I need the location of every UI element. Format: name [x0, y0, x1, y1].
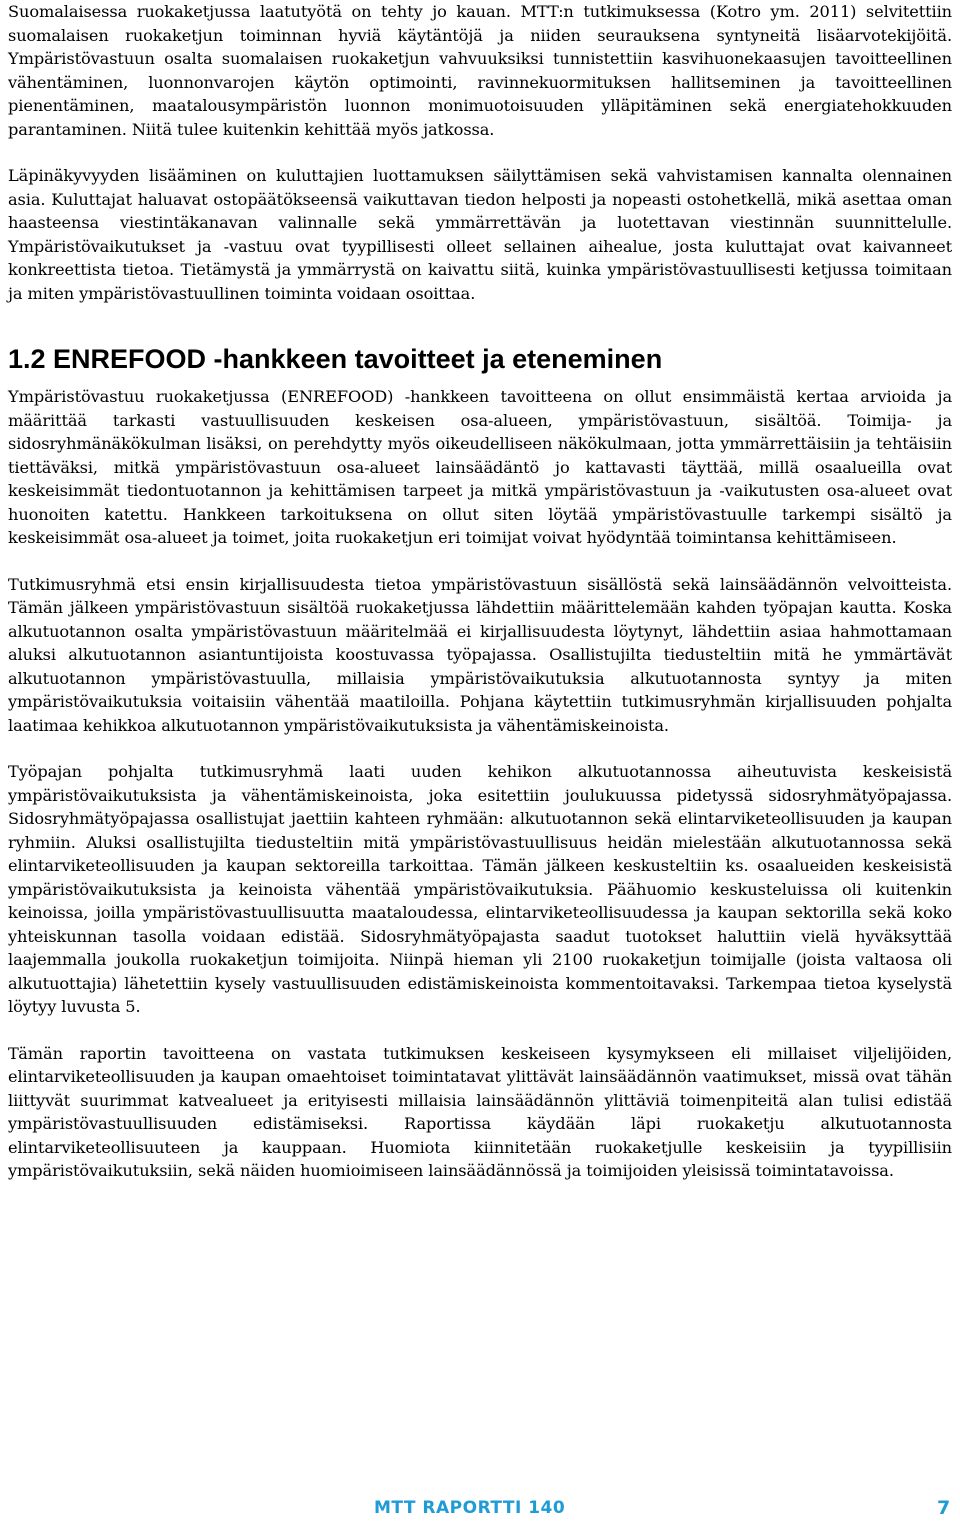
paragraph-section-1: Ympäristövastuu ruokaketjussa (ENREFOOD) -hankkeen tavoitteena on ollut ensimmäistä kertaa arvioida ja määrittää tarkasti vastuullisuuden keskeisen osa-alueen, ympäristövastuun, sisältöä. Toimija- ja sidosryhmänäkökulman lisäksi, on perehdytty myös oikeudelliseen näkökulmaan, jotta ymmärrettäisiin ja tehtäisiin tiettäväksi, mitkä ympäristövastuun osa-alueet lainsäädäntö jo kattavasti täyttää, millä osaalueilla ovat keskeisimmät tiedontuotannon ja kehittämisen tarpeet ja mitkä ympäristövastuun ja -vaikutusten osa-alueet ovat huonoiten katettu. Hankkeen tarkoituksena on ollut siten löytää ympäristövastuulle tarkempi sisältö ja keskeisimmät osa-alueet ja toimet, joita ruokaketjun eri toimijat voivat hyödyntää toimintansa kehittämiseen. — [8, 387, 952, 547]
section-heading: 1.2 ENREFOOD -hankkeen tavoitteet ja eteneminen — [8, 344, 663, 374]
paragraph-gap — [8, 141, 952, 164]
document-page — [8, 0, 952, 1183]
paragraph-section-4: Tämän raportin tavoitteena on vastata tutkimuksen keskeiseen kysymykseen eli millaiset viljelijöiden, elintarviketeollisuuden ja kaupan omaehtoiset toimintatavat ylittävät lainsäädännön vaatimukset, missä ovat tähän liittyvät suurimmat katvealueet ja erityisesti millaisia lainsäädännön ylittäviä toimenpiteitä alan tulisi edistää ympäristövastuullisuuden edistämiseksi. Raportissa käydään läpi ruokaketju alkutuotannosta elintarviketeollisuuteen ja kauppaan. Huomiota kiinnitetään ruokaketjulle keskeisiin ja tyypillisiin ympäristövaikutuksiin, sekä näiden huomioimiseen lainsäädännössä ja toimijoiden yleisissä toimintatavoissa. — [8, 1043, 952, 1180]
paragraph-gap — [8, 550, 952, 573]
footer-page-number: 7 — [937, 1497, 951, 1519]
paragraph-section-2: Tutkimusryhmä etsi ensin kirjallisuudesta tietoa ympäristövastuun sisällöstä sekä lainsäädännön velvoitteista. Tämän jälkeen ympäristövastuun sisältöä ruokaketjussa lähdettiin määrittelemään kahden työpajan kautta. Koska alkutuotannon osalta ympäristövastuun määritelmää ei kirjallisuudesta löytynyt, lähdettiin asiaa hahmottamaan aluksi alkutuotannon asiantuntijoista koostuvassa työpajassa. Osallistujilta tiedusteltiin mitä he ymmärtävät alkutuotannon ympäristövastuulla, millaisia ympäristövaikutuksia alkutuotannosta syntyy ja miten ympäristövaikutuksia voitaisiin vähentää maatiloilla. Pohjana käytettiin tutkimusryhmän kirjallisuuden pohjalta laatimaa kehikkoa alkutuotannon ympäristövaikutuksista ja vähentämiskeinoista. — [8, 574, 952, 735]
paragraph-intro-1: Suomalaisessa ruokaketjussa laatutyötä on tehty jo kauan. MTT:n tutkimuksessa (Kotro ym. 2011) selvitettiin suomalaisen ruokaketjun toiminnan hyviä käytäntöjä ja niiden seurauksena syntyneitä lisäarvotekijöitä. Ympäristövastuun osalta suomalaisen ruokaketjun vahvuuksiksi tunnistettiin kasvihuonekaasujen tavoitteellinen vähentäminen, luonnonvarojen käytön optimointi, ravinnekuormituksen hallitseminen ja tavoitteellinen pienentäminen, maatalousympäristön luonnon monimuotoisuuden ylläpitäminen sekä energiatehokkuuden parantaminen. Niitä tulee kuitenkin kehittää myös jatkossa. — [8, 2, 952, 139]
footer-series-title: MTT RAPORTTI 140 — [374, 1498, 566, 1518]
paragraph-section-3: Työpajan pohjalta tutkimusryhmä laati uuden kehikon alkutuotannossa aiheutuvista keskeisistä ympäristövaikutuksista ja vähentämiskeinoista, joka esitettiin joulukuussa pidetyssä sidosryhmätyöpajassa. Sidosryhmätyöpajassa osallistujat jaettiin kahteen ryhmään: alkutuotannon sekä elintarviketeollisuuden ja kaupan ryhmiin. Aluksi osallistujilta tiedusteltiin mitä ympäristövastuullisuus heidän mielestään alkutuotannossa sekä elintarviketeollisuuden ja kaupan sektoreilla tarkoittaa. Tämän jälkeen keskusteltiin ks. osaalueiden keskeisistä ympäristövaikutuksista ja keinoista vähentää ympäristövaikutuksia. Päähuomio keskusteluissa oli kuitenkin keinoissa, joilla ympäristövastuullisuutta maataloudessa, elintarviketeollisuudessa ja kaupan sektorilla sekä koko yhteiskunnan tasolla voidaan edistää. Sidosryhmätyöpajasta saadut tuotokset haluttiin vielä hyväksyttää laajemmalla joukolla ruokaketjun toimijoita. Niinpä hieman yli 2100 ruokaketjun toimijalle (joista valtaosa oli alkutuottajia) lähetettiin kysely vastuullisuuden edistämiskeinoista kommentoitavaksi. Tarkempaa tietoa kyselystä löytyy luvusta 5. — [8, 762, 952, 1016]
paragraph-gap — [8, 737, 952, 760]
page-footer — [0, 1498, 960, 1522]
paragraph-gap — [8, 305, 952, 339]
paragraph-intro-2: Läpinäkyvyyden lisääminen on kuluttajien luottamuksen säilyttämisen sekä vahvistamisen kannalta olennainen asia. Kuluttajat haluavat ostopäätökseensä vaikuttavan tiedon helposti ja nopeasti ostohetkellä, mikä asettaa oman haasteensa viestintäkanavan valinnalle sekä ymmärrettävän ja luotettavan viestinnän suunnittelulle. Ympäristövaikutukset ja -vastuu ovat tyypillisesti olleet sellainen aihealue, josta kuluttajat ovat kaivanneet konkreettista tietoa. Tietämystä ja ymmärrystä on kaivattu siitä, kuinka ympäristövastuullisesti ketjussa toimitaan ja miten ympäristövastuullinen toiminta voidaan osoittaa. — [8, 166, 952, 303]
paragraph-gap — [8, 1019, 952, 1042]
